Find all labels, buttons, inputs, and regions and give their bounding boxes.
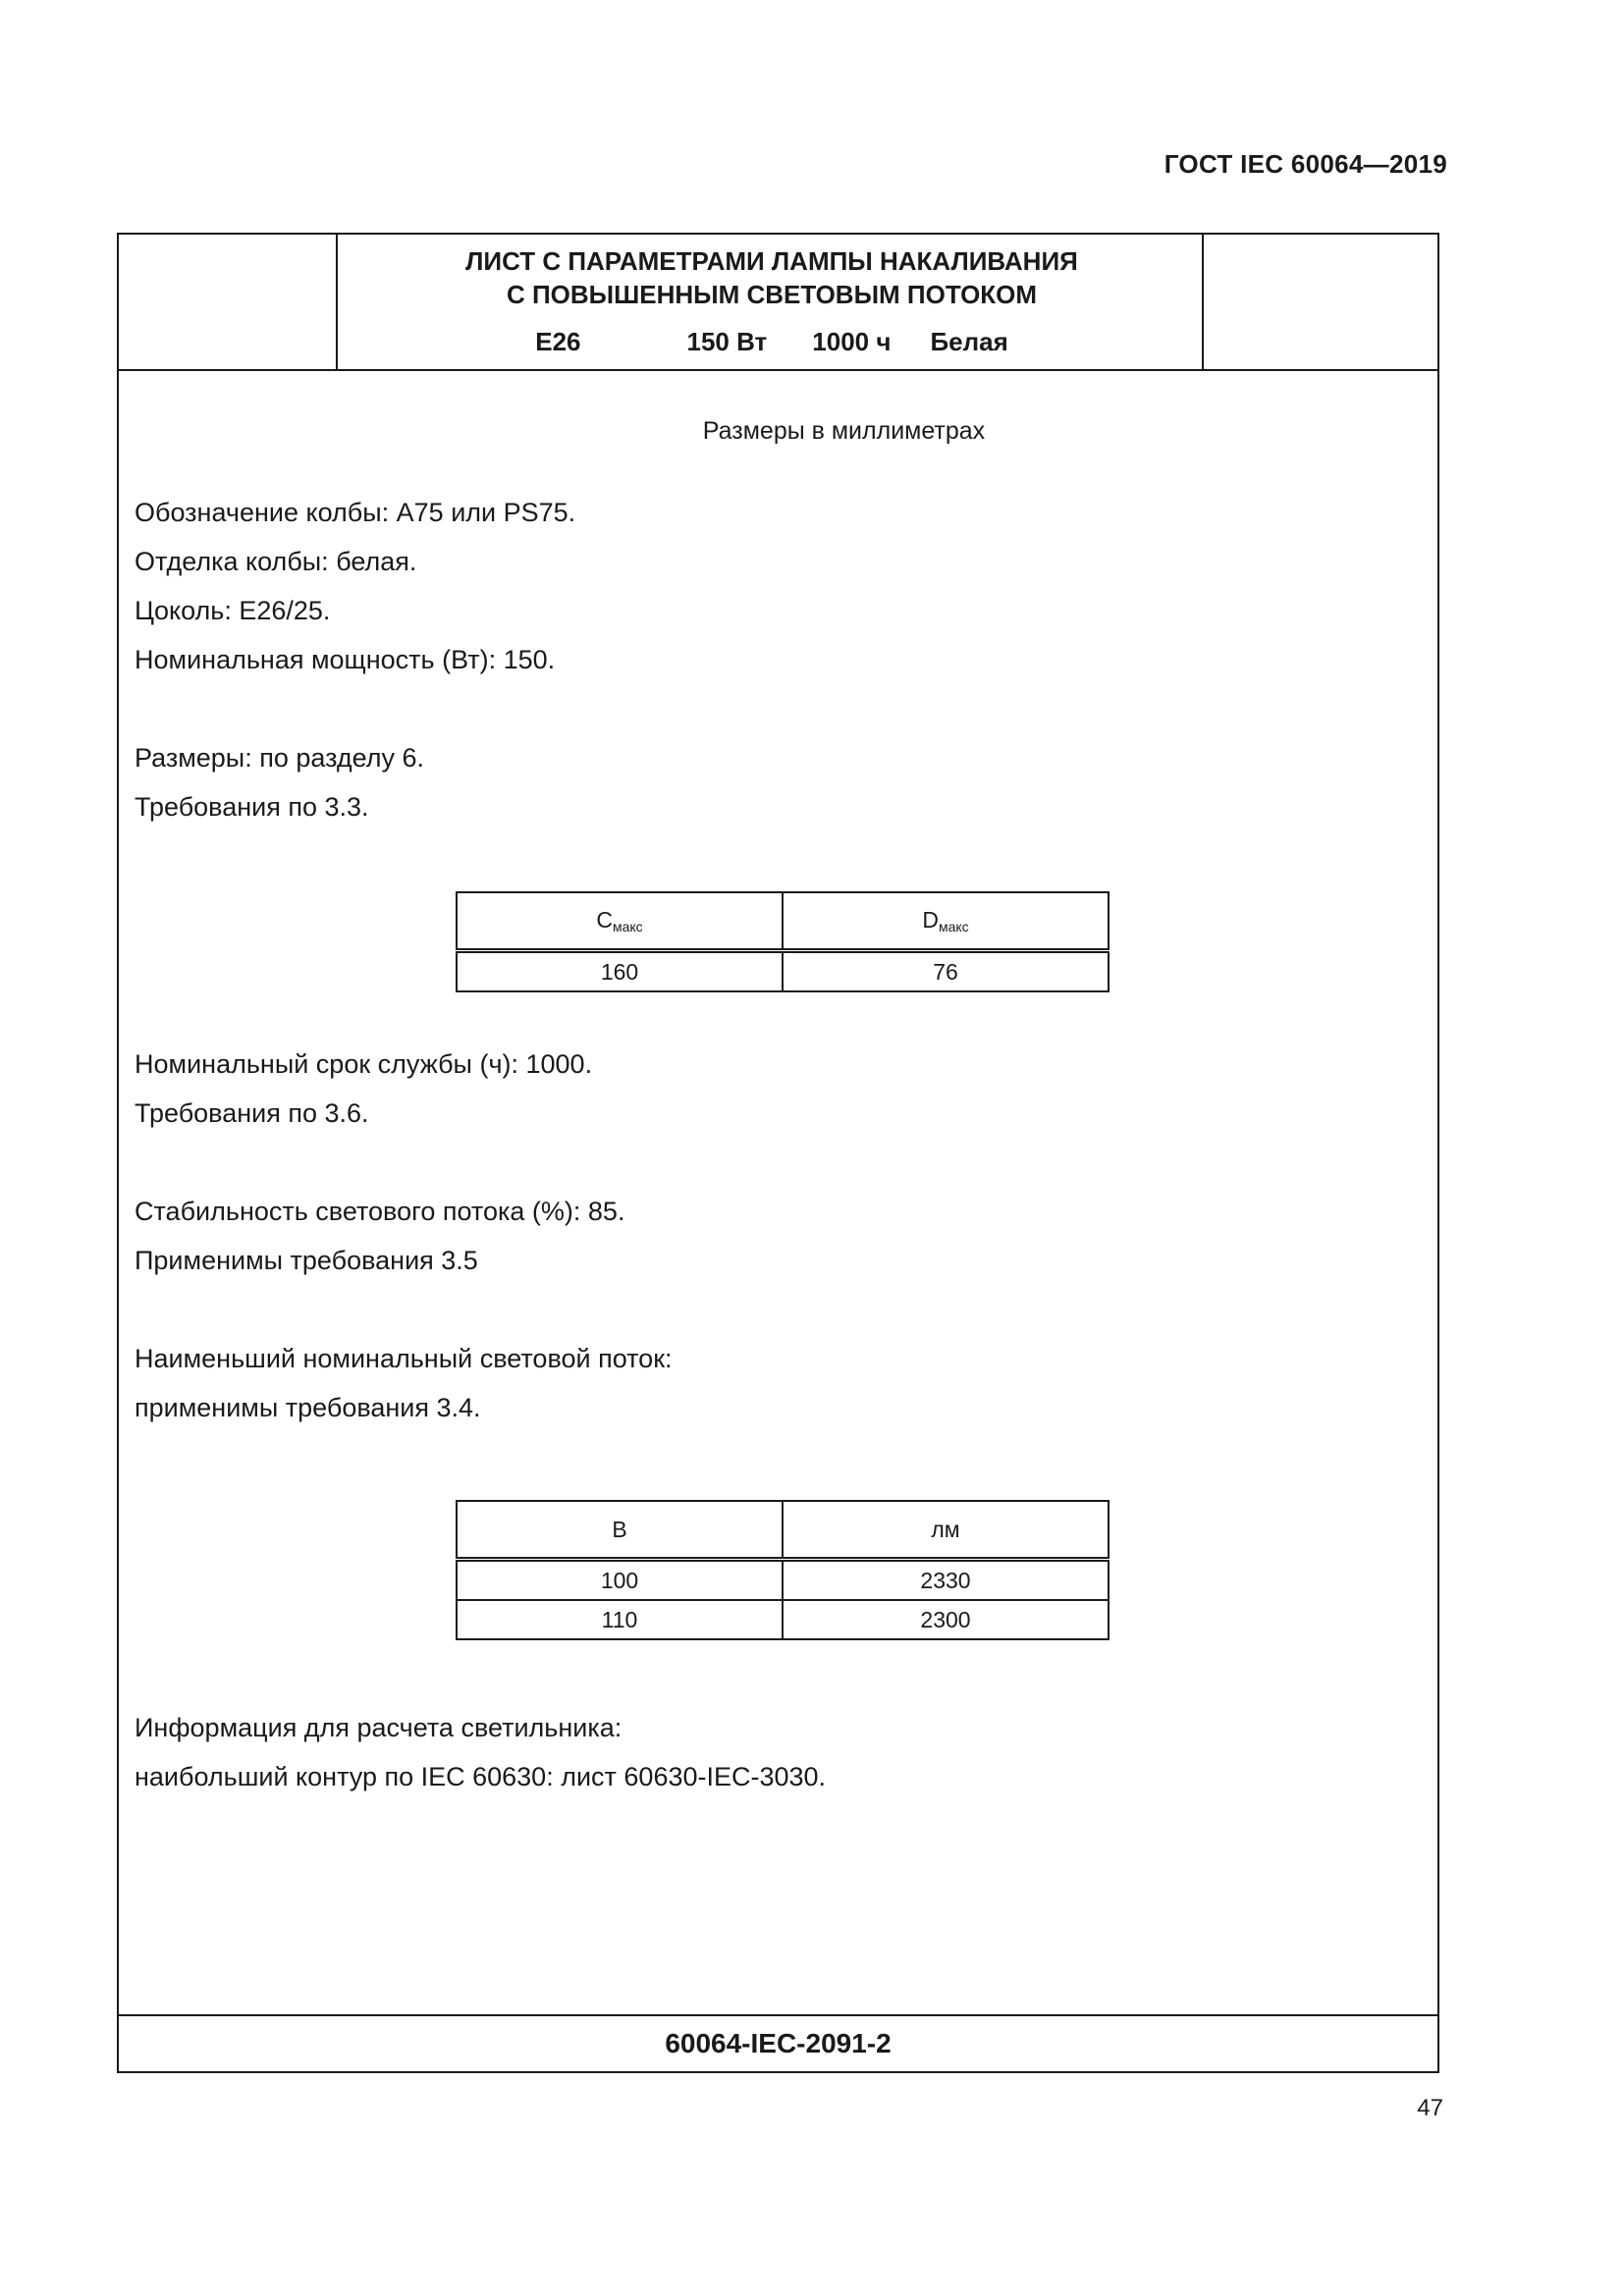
table-row	[457, 1560, 1109, 1601]
life-text: Номинальный срок службы (ч): 1000.	[135, 1049, 593, 1079]
stability-text: Стабильность светового потока (%): 85.	[135, 1197, 625, 1226]
cell-d-value: 76	[783, 951, 1109, 992]
cell-voltage: 100	[457, 1560, 783, 1601]
cell-voltage: 110	[457, 1600, 783, 1639]
page-number: 47	[1417, 2095, 1443, 2121]
luminaire-outline: наибольший контур по IEC 60630: лист 60630-IEC-3030.	[135, 1762, 827, 1791]
document-code: ГОСТ IEC 60064—2019	[1164, 149, 1447, 179]
flux-req: применимы требования 3.4.	[135, 1393, 481, 1422]
table-header-row	[457, 892, 1109, 951]
cell-lumens: 2330	[783, 1560, 1109, 1601]
life-req: Требования по 3.6.	[135, 1098, 369, 1128]
table-row	[457, 951, 1109, 992]
table-header-row	[457, 1501, 1109, 1560]
stability-req: Применимы требования 3.5	[135, 1246, 478, 1275]
spec-power: 150 Вт	[686, 327, 768, 356]
table-row	[457, 1600, 1109, 1639]
param-bulb: Обозначение колбы: А75 или PS75.	[135, 498, 576, 527]
header-left-cell	[119, 235, 338, 369]
sheet-id: 60064-IEC-2091-2	[119, 2014, 1437, 2071]
data-sheet-frame	[117, 233, 1439, 2073]
col-c-max: $C_{макс}$	[457, 892, 783, 951]
param-cap: Цоколь: E26/25.	[135, 596, 331, 625]
title-line-2: С ПОВЫШЕННЫМ СВЕТОВЫМ ПОТОКОМ	[506, 280, 1038, 309]
header-right-cell	[1202, 235, 1437, 369]
cell-lumens: 2300	[783, 1600, 1109, 1639]
col-voltage: В	[457, 1501, 783, 1560]
sheet-header	[119, 235, 1437, 371]
spec-finish: Белая	[930, 327, 1008, 356]
spec-cap: E26	[535, 327, 581, 356]
sheet-title	[338, 244, 1206, 311]
col-lumens: лм	[783, 1501, 1109, 1560]
units-note: Размеры в миллиметрах	[702, 417, 986, 445]
param-finish: Отделка колбы: белая.	[135, 547, 417, 576]
luminaire-text: Информация для расчета светильника:	[135, 1713, 623, 1742]
param-dims: Размеры: по разделу 6.	[135, 743, 425, 773]
param-power: Номинальная мощность (Вт): 150.	[135, 645, 556, 674]
param-dims-req: Требования по 3.3.	[135, 792, 369, 822]
title-line-1: ЛИСТ С ПАРАМЕТРАМИ ЛАМПЫ НАКАЛИВАНИЯ	[465, 246, 1078, 276]
flux-text: Наименьший номинальный световой поток:	[135, 1344, 673, 1373]
cell-c-value: 160	[457, 951, 783, 992]
dimensions-table	[456, 891, 1110, 992]
header-specs	[338, 327, 1206, 357]
flux-table	[456, 1500, 1110, 1640]
spec-life: 1000 ч	[812, 327, 892, 356]
col-d-max: $D_{макс}$	[783, 892, 1109, 951]
